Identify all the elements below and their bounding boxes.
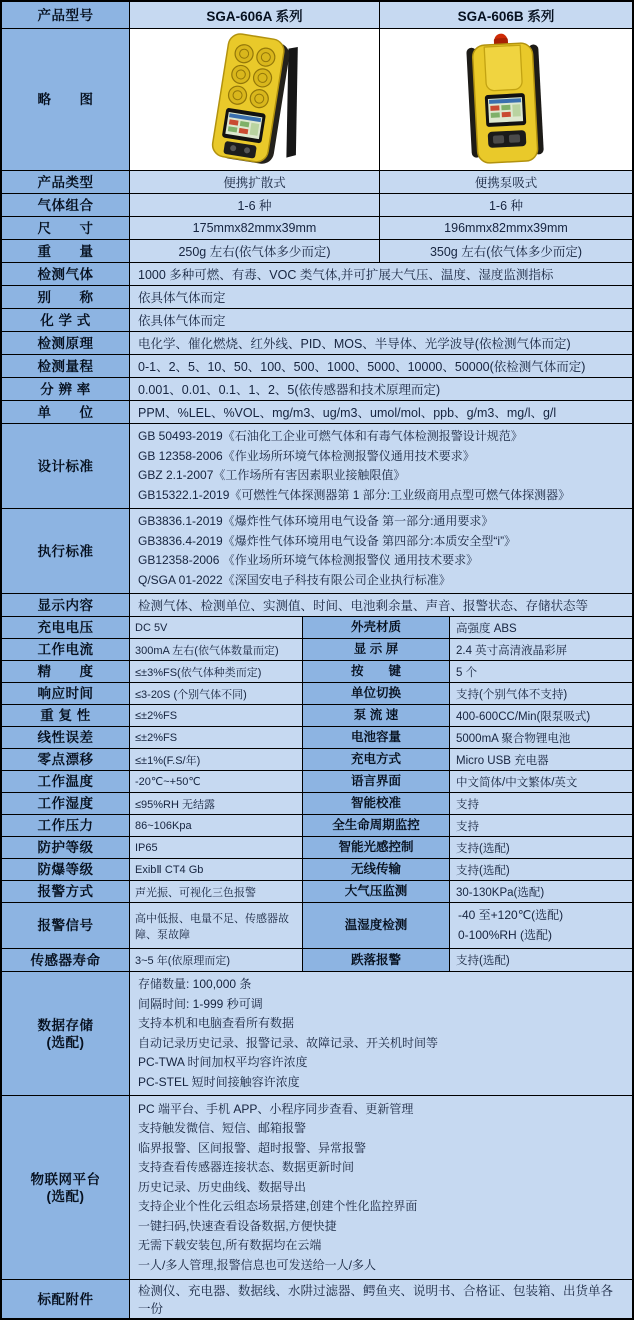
row-label: 外壳材质 xyxy=(303,617,450,639)
table-row-linearity-error xyxy=(2,727,632,749)
alarm-mode-value: 声光振、可视化三色报警 xyxy=(130,881,303,903)
row-label: 防爆等级 xyxy=(2,859,130,881)
iot-line: 无需下载安装包,所有数据均在云端 xyxy=(138,1238,322,1253)
table-row-working-pressure xyxy=(2,815,632,837)
display-content-value: 检测气体、检测单位、实测值、时间、电池剩余量、声音、报警状态、存储状态等 xyxy=(130,594,632,617)
storage-line: 自动记录历史记录、报警记录、故障记录、开关机时间等 xyxy=(138,1035,439,1050)
table-row-data-storage xyxy=(2,972,632,1096)
chemical-formula-value: 依具体气体而定 xyxy=(130,309,632,332)
executive-standard-line: Q/SGA 01-2022《深国安电子科技有限公司企业执行标准》 xyxy=(138,572,451,587)
data-storage-value xyxy=(130,972,632,1096)
working-temperature-value: -20℃~+50℃ xyxy=(130,771,303,793)
lifecycle-monitoring-value: 支持 xyxy=(450,815,632,837)
working-current-value: 300mA 左右(依气体数量而定) xyxy=(130,639,303,661)
row-label: 温湿度检测 xyxy=(303,903,450,949)
response-time-value: ≤3-20S (个别气体不同) xyxy=(130,683,303,705)
working-pressure-value: 86~106Kpa xyxy=(130,815,303,837)
zero-drift-value: ≤±1%(F.S/年) xyxy=(130,749,303,771)
row-label: 泵 流 速 xyxy=(303,705,450,727)
smart-calibration-value: 支持 xyxy=(450,793,632,815)
table-row-resolution xyxy=(2,378,632,401)
storage-line: 间隔时间: 1-999 秒可调 xyxy=(138,996,263,1011)
pump-flow-value: 400-600CC/Min(限泵吸式) xyxy=(450,705,632,727)
table-row-display-content xyxy=(2,594,632,617)
size-a: 175mmx82mmx39mm xyxy=(130,217,380,240)
row-label: 防护等级 xyxy=(2,837,130,859)
row-label: 电池容量 xyxy=(303,727,450,749)
table-row-size xyxy=(2,217,632,240)
row-label: 设计标准 xyxy=(2,424,130,509)
row-label: 重 量 xyxy=(2,240,130,263)
data-storage-optional: (选配) xyxy=(46,1034,85,1050)
iot-platform-value xyxy=(130,1096,632,1280)
row-label: 智能光感控制 xyxy=(303,837,450,859)
size-b: 196mmx82mmx39mm xyxy=(380,217,632,240)
row-label: 线性误差 xyxy=(2,727,130,749)
unit-switch-value: 支持(个别气体不支持) xyxy=(450,683,632,705)
header-series-a: SGA-606A 系列 xyxy=(130,2,380,29)
weight-b: 350g 左右(依气体多少而定) xyxy=(380,240,632,263)
row-label xyxy=(2,1096,130,1280)
executive-standard-line: GB3836.4-2019《爆炸性气体环境用电气设备 第四部分:本质安全型“i”》 xyxy=(138,533,517,548)
table-row-charge-voltage xyxy=(2,617,632,639)
iot-line: 支持企业个性化云组态场景搭建,创建个性化监控界面 xyxy=(138,1199,418,1214)
device-a-illustration xyxy=(152,32,358,168)
table-row-detection-range xyxy=(2,355,632,378)
table-row-accessories xyxy=(2,1280,632,1318)
header-row xyxy=(2,2,632,29)
iot-line: 支持触发微信、短信、邮箱报警 xyxy=(138,1121,307,1136)
row-label: 分 辨 率 xyxy=(2,378,130,401)
alarm-signal-value: 高中低报、电量不足、传感器故障、泵故障 xyxy=(130,903,303,949)
iot-line: 一人/多人管理,报警信息也可发送给一人/多人 xyxy=(138,1257,377,1272)
shell-material-value: 高强度 ABS xyxy=(450,617,632,639)
table-row-working-current xyxy=(2,639,632,661)
row-label: 响应时间 xyxy=(2,683,130,705)
iot-line: 临界报警、区间报警、超时报警、异常报警 xyxy=(138,1140,367,1155)
product-type-b: 便携泵吸式 xyxy=(380,171,632,194)
table-row-iot-platform xyxy=(2,1096,632,1280)
accuracy-value: ≤±3%FS(依气体种类而定) xyxy=(130,661,303,683)
table-row-detected-gases xyxy=(2,263,632,286)
light-sensor-control-value: 支持(选配) xyxy=(450,837,632,859)
storage-line: 支持本机和电脑查看所有数据 xyxy=(138,1016,295,1030)
iot-platform-optional: (选配) xyxy=(46,1188,85,1204)
accessories-value: 检测仪、充电器、数据线、水阱过滤器、鳄鱼夹、说明书、合格证、包装箱、出货单各一份 xyxy=(130,1280,632,1318)
design-standard-line: GB 12358-2006《作业场所环境气体检测报警仪通用技术要求》 xyxy=(138,448,475,463)
sketch-label: 略 图 xyxy=(2,29,130,171)
battery-capacity-value: 5000mA 聚合物锂电池 xyxy=(450,727,632,749)
units-value: PPM、%LEL、%VOL、mg/m3、ug/m3、umol/mol、ppb、g/m3、mg/l、g/l xyxy=(130,401,632,424)
table-row-alarm-mode xyxy=(2,881,632,903)
table-row-response-time xyxy=(2,683,632,705)
drop-alarm-value: 支持(选配) xyxy=(450,949,632,972)
row-label: 工作温度 xyxy=(2,771,130,793)
working-humidity-value: ≤95%RH 无结露 xyxy=(130,793,303,815)
table-row-alias xyxy=(2,286,632,309)
table-row-gas-combination xyxy=(2,194,632,217)
protection-rating-value: IP65 xyxy=(130,837,303,859)
row-label: 工作湿度 xyxy=(2,793,130,815)
table-row-product-type xyxy=(2,171,632,194)
row-label: 执行标准 xyxy=(2,509,130,594)
iot-line: PC 端平台、手机 APP、小程序同步查看、更新管理 xyxy=(138,1101,414,1116)
row-label: 检测原理 xyxy=(2,332,130,355)
device-b-illustration xyxy=(403,32,609,168)
repeatability-value: ≤±2%FS xyxy=(130,705,303,727)
humidity-range-line: 0-100%RH (选配) xyxy=(458,927,553,942)
row-label: 按 键 xyxy=(303,661,450,683)
table-row-explosion-proof-rating xyxy=(2,859,632,881)
executive-standard-line: GB3836.1-2019《爆炸性气体环境用电气设备 第一部分:通用要求》 xyxy=(138,514,494,528)
row-label: 报警信号 xyxy=(2,903,130,949)
charging-method-value: Micro USB 充电器 xyxy=(450,749,632,771)
barometric-monitoring-value: 30-130KPa(选配) xyxy=(450,881,632,903)
table-row-protection-rating xyxy=(2,837,632,859)
storage-line: PC-TWA 时间加权平均容许浓度 xyxy=(138,1055,308,1069)
temp-range-line: -40 至+120℃(选配) xyxy=(458,908,564,922)
row-label: 别 称 xyxy=(2,286,130,309)
row-label: 产品类型 xyxy=(2,171,130,194)
iot-line: 支持查看传感器连接状态、数据更新时间 xyxy=(138,1160,355,1175)
wireless-transmission-value: 支持(选配) xyxy=(450,859,632,881)
table-row-weight xyxy=(2,240,632,263)
row-label: 化 学 式 xyxy=(2,309,130,332)
row-label: 大气压监测 xyxy=(303,881,450,903)
storage-line: PC-STEL 短时间接触容许浓度 xyxy=(138,1074,300,1089)
executive-standard-line: GB12358-2006 《作业场所环境气体检测报警仪 通用技术要求》 xyxy=(138,553,479,567)
table-row-sensor-lifetime xyxy=(2,949,632,972)
iot-line: 历史记录、历史曲线、数据导出 xyxy=(138,1179,307,1194)
table-row-design-standards xyxy=(2,424,632,509)
weight-a: 250g 左右(依气体多少而定) xyxy=(130,240,380,263)
display-screen-value: 2.4 英寸高清液晶彩屏 xyxy=(450,639,632,661)
table-row-repeatability xyxy=(2,705,632,727)
row-label: 显 示 屏 xyxy=(303,639,450,661)
design-standard-line: GB 50493-2019《石油化工企业可燃气体和有毒气体检测报警设计规范》 xyxy=(138,429,523,443)
gas-combination-b: 1-6 种 xyxy=(380,194,632,217)
table-row-units xyxy=(2,401,632,424)
sensor-lifetime-value: 3~5 年(依原理而定) xyxy=(130,949,303,972)
design-standards-value xyxy=(130,424,632,509)
iot-line: 一键扫码,快速查看设备数据,方便快捷 xyxy=(138,1218,337,1233)
detected-gases-value: 1000 多种可燃、有毒、VOC 类气体,并可扩展大气压、温度、湿度监测指标 xyxy=(130,263,632,286)
table-row-chemical-formula xyxy=(2,309,632,332)
detection-principle-value: 电化学、催化燃烧、红外线、PID、MOS、半导体、光学波导(依检测气体而定) xyxy=(130,332,632,355)
row-label: 报警方式 xyxy=(2,881,130,903)
row-label xyxy=(2,972,130,1096)
row-label: 气体组合 xyxy=(2,194,130,217)
iot-platform-label: 物联网平台 xyxy=(30,1171,101,1187)
device-b-image-cell xyxy=(380,29,632,171)
row-label: 工作压力 xyxy=(2,815,130,837)
row-label: 重 复 性 xyxy=(2,705,130,727)
row-label: 充电电压 xyxy=(2,617,130,639)
explosion-proof-rating-value: ExibⅡ CT4 Gb xyxy=(130,859,303,881)
table-row-alarm-signal xyxy=(2,903,632,949)
table-row-detection-principle xyxy=(2,332,632,355)
temp-humidity-detection-value xyxy=(450,903,632,949)
storage-line: 存储数量: 100,000 条 xyxy=(138,977,252,991)
row-label: 检测量程 xyxy=(2,355,130,378)
row-label: 语言界面 xyxy=(303,771,450,793)
product-type-a: 便携扩散式 xyxy=(130,171,380,194)
row-label: 传感器寿命 xyxy=(2,949,130,972)
row-label: 工作电流 xyxy=(2,639,130,661)
alias-value: 依具体气体而定 xyxy=(130,286,632,309)
row-label: 标配附件 xyxy=(2,1280,130,1318)
detection-range-value: 0-1、2、5、10、50、100、500、1000、5000、10000、50000(依检测气体而定) xyxy=(130,355,632,378)
row-label: 无线传输 xyxy=(303,859,450,881)
row-label: 单 位 xyxy=(2,401,130,424)
resolution-value: 0.001、0.01、0.1、1、2、5(依传感器和技术原理而定) xyxy=(130,378,632,401)
design-standard-line: GB15322.1-2019《可燃性气体探测器第 1 部分:工业级商用点型可燃气体探测器》 xyxy=(138,487,571,502)
gas-combination-a: 1-6 种 xyxy=(130,194,380,217)
row-label: 单位切换 xyxy=(303,683,450,705)
charge-voltage-value: DC 5V xyxy=(130,617,303,639)
design-standard-line: GBZ 2.1-2007《工作场所有害因素职业接触限值》 xyxy=(138,468,406,482)
row-label: 零点漂移 xyxy=(2,749,130,771)
device-a-image-cell xyxy=(130,29,380,171)
executive-standards-value xyxy=(130,509,632,594)
table-row-working-temperature xyxy=(2,771,632,793)
row-label: 精 度 xyxy=(2,661,130,683)
row-label: 跌落报警 xyxy=(303,949,450,972)
language-value: 中文简体/中文繁体/英文 xyxy=(450,771,632,793)
table-row-executive-standards xyxy=(2,509,632,594)
sketch-row xyxy=(2,29,632,171)
header-product-model: 产品型号 xyxy=(2,2,130,29)
row-label: 显示内容 xyxy=(2,594,130,617)
row-label: 全生命周期监控 xyxy=(303,815,450,837)
row-label: 尺 寸 xyxy=(2,217,130,240)
row-label: 检测气体 xyxy=(2,263,130,286)
linearity-error-value: ≤±2%FS xyxy=(130,727,303,749)
row-label: 充电方式 xyxy=(303,749,450,771)
data-storage-label: 数据存储 xyxy=(37,1017,94,1033)
buttons-value: 5 个 xyxy=(450,661,632,683)
table-row-zero-drift xyxy=(2,749,632,771)
header-series-b: SGA-606B 系列 xyxy=(380,2,632,29)
row-label: 智能校准 xyxy=(303,793,450,815)
table-row-accuracy xyxy=(2,661,632,683)
table-row-working-humidity xyxy=(2,793,632,815)
